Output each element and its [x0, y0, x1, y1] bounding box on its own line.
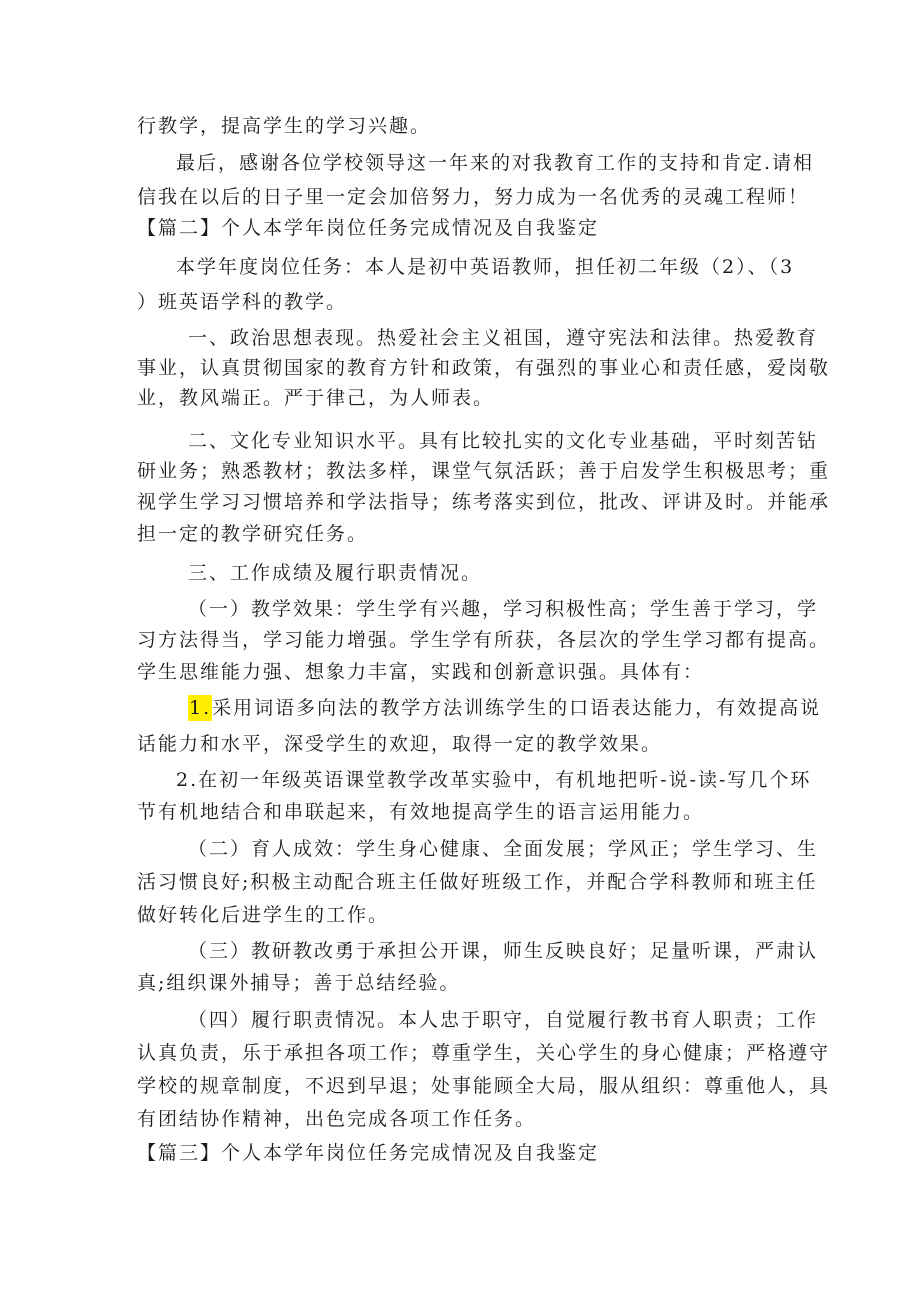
paragraph-line: 事业，认真贯彻国家的教育方针和政策，有强烈的事业心和责任感，爱岗敬 [137, 357, 831, 379]
section-heading-2: 【篇二】个人本学年岗位任务完成情况及自我鉴定 [137, 217, 600, 239]
paragraph-line: （四）履行职责情况。本人忠于职守，自觉履行教书育人职责；工作 [188, 1009, 819, 1031]
paragraph-line: （一）教学效果：学生学有兴趣，学习积极性高；学生善于学习，学 [188, 598, 819, 620]
paragraph-line: 三、工作成绩及履行职责情况。 [188, 562, 483, 584]
section-heading-3: 【篇三】个人本学年岗位任务完成情况及自我鉴定 [137, 1142, 600, 1164]
paragraph-line: （三）教研教改勇于承担公开课，师生反映良好；足量听课，严肃认 [188, 940, 819, 962]
paragraph-line: 最后，感谢各位学校领导这一年来的对我教育工作的支持和肯定.请相 [176, 152, 815, 174]
list-item-2: 2.在初一年级英语课堂教学改革实验中，有机地把听-说-读-写几个环 [176, 769, 812, 791]
paragraph-line: 节有机地结合和串联起来，有效地提高学生的语言运用能力。 [137, 801, 705, 823]
paragraph-line: 行教学，提高学生的学习兴趣。 [137, 115, 432, 137]
paragraph-line: 认真负责，乐于承担各项工作；尊重学生，关心学生的身心健康；严格遵守 [137, 1042, 831, 1064]
paragraph-line: 视学生学习习惯培养和学法指导；练考落实到位，批改、评讲及时。并能承 [137, 491, 831, 513]
paragraph-line: 活习惯良好;积极主动配合班主任做好班级工作，并配合学科教师和班主任 [137, 871, 818, 893]
paragraph-line: 研业务；熟悉教材；教法多样，课堂气氛活跃；善于启发学生积极思考；重 [137, 460, 831, 482]
paragraph-line: 真;组织课外捕导；善于总结经验。 [137, 972, 461, 994]
paragraph-line: （二）育人成效：学生身心健康、全面发展；学风正；学生学习、生 [188, 838, 819, 860]
paragraph-line: 信我在以后的日子里一定会加倍努力，努力成为一名优秀的灵魂工程师！ [137, 186, 810, 208]
paragraph-line: 话能力和水平，深受学生的欢迎，取得一定的教学效果。 [137, 733, 663, 755]
paragraph-line: 学生思维能力强、想象力丰富，实践和创新意识强。具体有： [137, 661, 705, 683]
paragraph-line: 本学年度岗位任务：本人是初中英语教师，担任初二年级（2）、（3 [176, 256, 795, 278]
paragraph-line: ）班英语学科的教学。 [137, 291, 348, 313]
paragraph-line: 习方法得当，学习能力增强。学生学有所获，各层次的学生学习都有提高。 [137, 629, 831, 651]
paragraph-line: 学校的规章制度，不迟到早退；处事能顾全大局，服从组织：尊重他人，具 [137, 1075, 831, 1097]
paragraph-line: 担一定的教学研究任务。 [137, 523, 369, 545]
paragraph-line: 一、政治思想表现。热爱社会主义祖国，遵守宪法和法律。热爱教育 [188, 327, 819, 349]
list-item-1 [188, 695, 848, 721]
highlighted-number: 1. [189, 697, 212, 719]
list-item-text: 采用词语多向法的教学方法训练学生的口语表达能力，有效提高说 [212, 697, 822, 719]
paragraph-line: 二、文化专业知识水平。具有比较扎实的文化专业基础，平时刻苦钻 [188, 430, 819, 452]
paragraph-line: 有团结协作精神，出色完成各项工作任务。 [137, 1108, 537, 1130]
paragraph-line: 做好转化后进学生的工作。 [137, 904, 390, 926]
paragraph-line: 业，教风端正。严于律己，为人师表。 [137, 387, 495, 409]
